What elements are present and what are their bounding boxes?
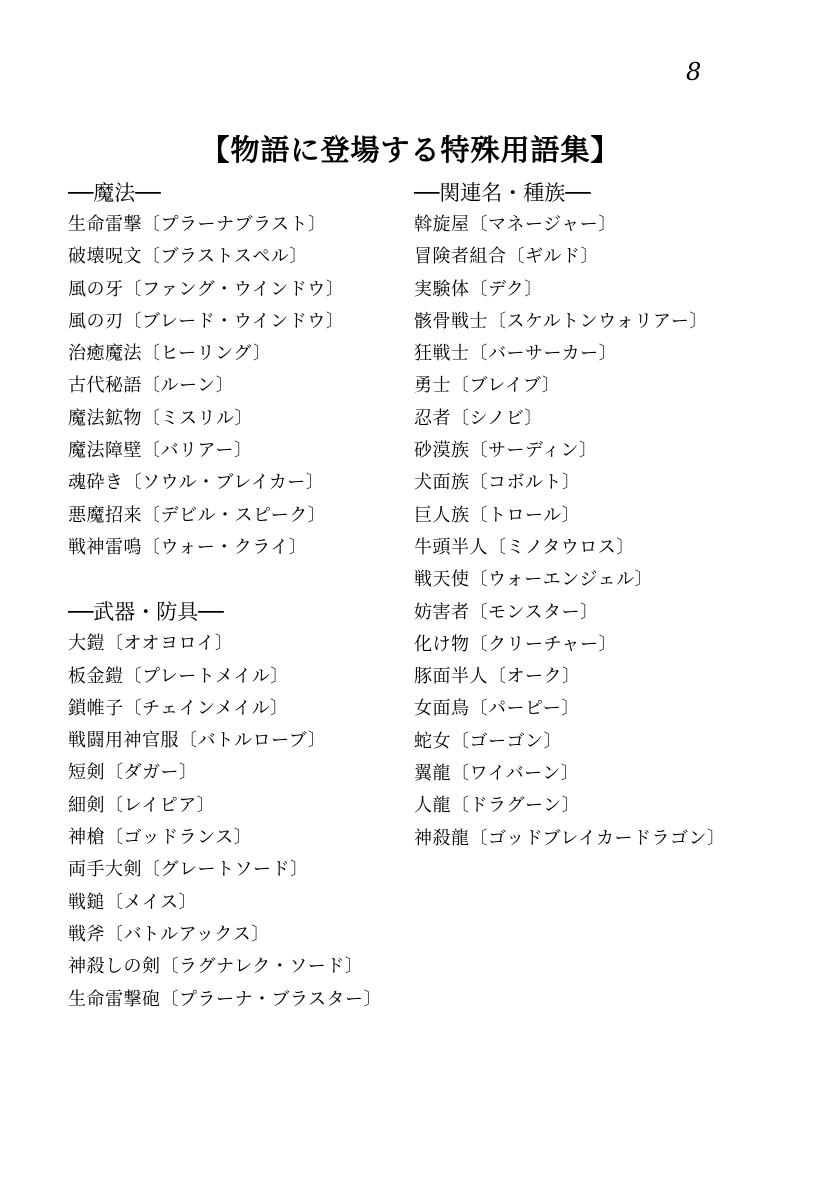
glossary-term: 魔法障壁〔バリアー〕: [68, 440, 253, 462]
glossary-term: 悪魔招来〔デビル・スピーク〕: [68, 504, 327, 526]
left-column: [68, 177, 398, 1016]
section-magic: [68, 177, 398, 564]
glossary-term: 砂漠族〔サーディン〕: [414, 440, 598, 462]
page-number: 8: [686, 58, 702, 86]
glossary-term: 古代秘語〔ルーン〕: [68, 375, 235, 397]
glossary-term: 斡旋屋〔マネージャー〕: [414, 214, 617, 235]
term-list-weapons-armor: [68, 628, 398, 1016]
glossary-term: 風の刃〔ブレード・ウインドウ〕: [68, 310, 345, 332]
glossary-term: 女面鳥〔パーピー〕: [414, 698, 580, 720]
section-heading-magic: ──魔法──: [68, 181, 161, 205]
glossary-term: 戦鎚〔メイス〕: [68, 891, 197, 913]
glossary-term: 人龍〔ドラグーン〕: [414, 795, 581, 817]
glossary-term: 犬面族〔コボルト〕: [414, 472, 581, 494]
glossary-term: 忍者〔シノビ〕: [414, 407, 543, 429]
glossary-term: 巨人族〔トロール〕: [414, 504, 581, 526]
glossary-term: 実験体〔デク〕: [414, 278, 543, 300]
section-names-races: [414, 177, 814, 855]
glossary-term: 妨害者〔モンスター〕: [414, 601, 599, 623]
glossary-term: 両手大剣〔グレートソード〕: [68, 859, 309, 881]
glossary-term: 狂戦士〔バーサーカー〕: [414, 343, 618, 365]
glossary-term: 細剣〔レイピア〕: [68, 794, 216, 816]
glossary-term: 生命雷撃砲〔プラーナ・ブラスター〕: [68, 988, 382, 1010]
glossary-term: 戦神雷鳴〔ウォー・クライ〕: [68, 536, 308, 558]
glossary-term: 魔法鉱物〔ミスリル〕: [68, 407, 253, 429]
term-list-magic: [68, 209, 398, 564]
glossary-term: 破壊呪文〔ブラストスペル〕: [68, 246, 308, 268]
glossary-term: 化け物〔クリーチャー〕: [414, 633, 617, 655]
glossary-term: 戦闘用神官服〔バトルローブ〕: [68, 730, 327, 752]
section-heading-weapons-armor: ──武器・防具──: [68, 600, 224, 625]
section-weapons-armor: [68, 596, 398, 1016]
glossary-term: 骸骨戦士〔スケルトンウォリアー〕: [414, 310, 708, 332]
glossary-term: 板金鎧〔プレートメイル〕: [68, 665, 289, 687]
page-title: 【物語に登場する特殊用語集】: [200, 133, 621, 167]
glossary-term: 治癒魔法〔ヒーリング〕: [68, 343, 272, 365]
glossary-term: 勇士〔ブレイブ〕: [414, 375, 561, 397]
glossary-term: 大鎧〔オオヨロイ〕: [68, 633, 234, 655]
glossary-term: 神殺龍〔ゴッドブレイカードラゴン〕: [414, 827, 726, 849]
section-heading-names-races: ──関連名・種族──: [414, 181, 591, 205]
glossary-term: 冒険者組合〔ギルド〕: [414, 246, 599, 268]
glossary-term: 短剣〔ダガー〕: [68, 762, 198, 784]
glossary-term: 鎖帷子〔チェインメイル〕: [68, 697, 289, 719]
glossary-term: 牛頭半人〔ミノタウロス〕: [414, 536, 635, 558]
right-column: [414, 177, 814, 855]
term-list-names-races: [414, 209, 814, 855]
glossary-term: 戦天使〔ウォーエンジェル〕: [414, 569, 653, 591]
glossary-term: 蛇女〔ゴーゴン〕: [414, 730, 562, 752]
glossary-term: 豚面半人〔オーク〕: [414, 666, 581, 688]
glossary-term: 風の牙〔ファング・ウインドウ〕: [68, 278, 345, 300]
glossary-term: 翼龍〔ワイバーン〕: [414, 763, 580, 785]
glossary-term: 戦斧〔バトルアックス〕: [68, 923, 270, 945]
glossary-term: 生命雷撃〔プラーナブラスト〕: [68, 214, 327, 235]
glossary-term: 神槍〔ゴッドランス〕: [68, 827, 253, 849]
glossary-term: 魂砕き〔ソウル・ブレイカー〕: [68, 472, 325, 494]
glossary-term: 神殺しの剣〔ラグナレク・ソード〕: [68, 956, 364, 978]
